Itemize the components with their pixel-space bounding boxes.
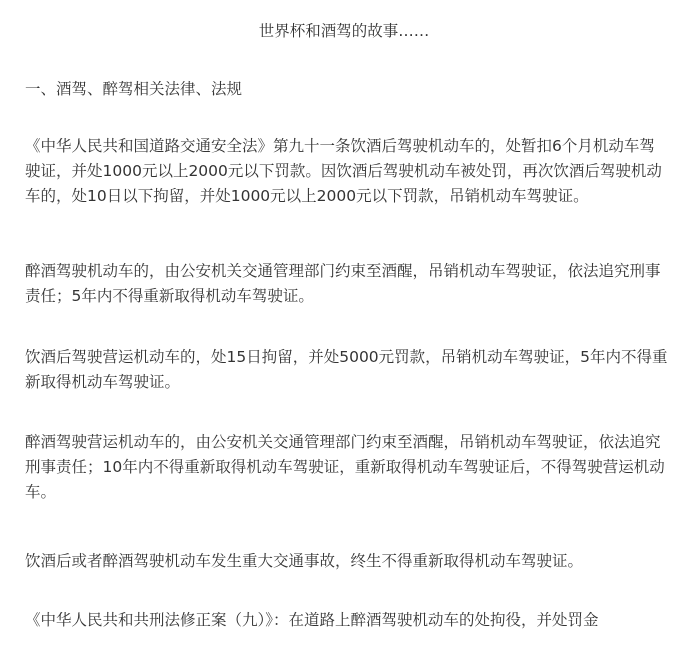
paragraph-commercial-drinking: 饮酒后驾驶营运机动车的，处15日拘留，并处5000元罚款，吊销机动车驾驶证，5年内不得重新取得机动车驾驶证。: [25, 348, 668, 391]
article-title: 世界杯和酒驾的故事……: [258, 22, 430, 40]
paragraph-commercial-drunk: 醉酒驾驶营运机动车的，由公安机关交通管理部门约束至酒醒，吊销机动车驾驶证，依法追究刑事责任；10年内不得重新取得机动车驾驶证，重新取得机动车驾驶证后，不得驾驶营运机动车。: [25, 433, 665, 501]
paragraph-traffic-law: 《中华人民共和国道路交通安全法》第九十一条饮酒后驾驶机动车的，处暂扣6个月机动车驾驶证，并处1000元以上2000元以下罚款。因饮酒后驾驶机动车被处罚，再次饮酒后驾驶机动车的，处10日以下拘留，并处1000元以上2000元以下罚款，吊销机动车驾驶证。: [25, 137, 662, 205]
paragraph-serious-accident: 饮酒后或者醉酒驾驶机动车发生重大交通事故，终生不得重新取得机动车驾驶证。: [25, 552, 584, 570]
section-heading: 一、酒驾、醉驾相关法律、法规: [25, 80, 243, 98]
paragraph-drunk-driving: 醉酒驾驶机动车的，由公安机关交通管理部门约束至酒醒，吊销机动车驾驶证，依法追究刑事责任；5年内不得重新取得机动车驾驶证。: [25, 262, 661, 305]
paragraph-criminal-law: 《中华人民共和共刑法修正案（九）》：在道路上醉酒驾驶机动车的处拘役，并处罚金: [25, 611, 599, 629]
